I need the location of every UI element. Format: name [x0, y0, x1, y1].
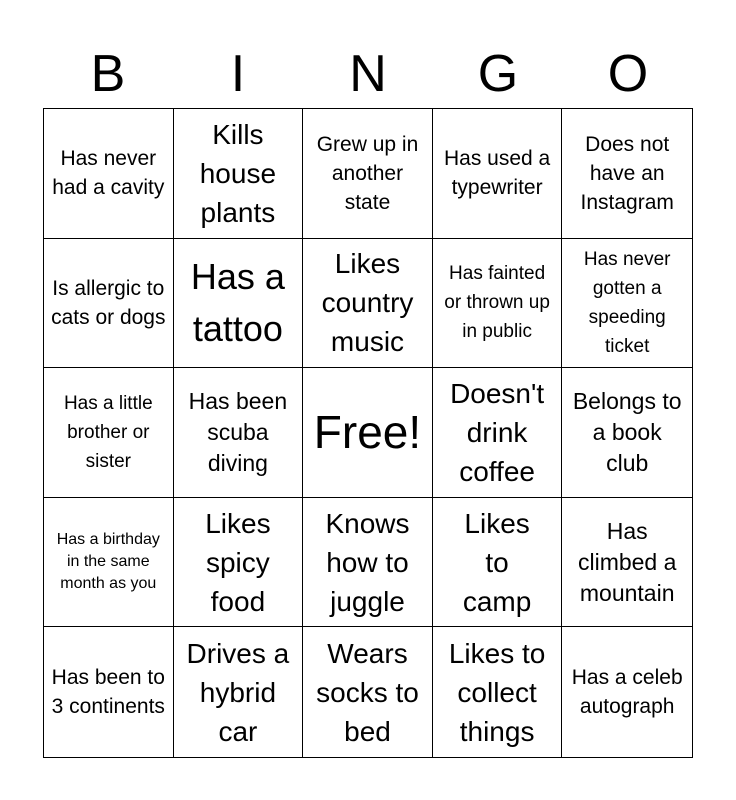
- cell-text: Kills house plants: [199, 118, 277, 228]
- cell-text: Grew up in another state: [316, 132, 419, 214]
- cell-text: Doesn't drink coffee: [450, 377, 545, 487]
- bingo-cell[interactable]: [562, 239, 692, 369]
- bingo-cell[interactable]: [174, 498, 304, 628]
- cell-text: Has a tattoo: [190, 255, 285, 349]
- cell-text: Has been to 3 continents: [51, 666, 165, 719]
- bingo-cell[interactable]: [44, 627, 174, 757]
- bingo-cell[interactable]: [174, 109, 304, 239]
- header-letter-n: N: [349, 45, 387, 103]
- cell-text: Likes country music: [321, 248, 414, 358]
- bingo-cell[interactable]: [562, 109, 692, 239]
- cell-text: Has been scuba diving: [188, 387, 288, 476]
- header-letter-g: G: [477, 45, 519, 103]
- cell-text: Likes spicy food: [205, 507, 271, 617]
- cell-text: Is allergic to cats or dogs: [51, 276, 166, 329]
- bingo-cell[interactable]: [433, 627, 563, 757]
- header-letter-o: O: [607, 45, 649, 103]
- cell-text: Belongs to a book club: [572, 387, 682, 476]
- bingo-cell[interactable]: [303, 627, 433, 757]
- cell-text: Knows how to juggle: [325, 507, 410, 617]
- cell-text: Likes to camp: [462, 507, 532, 617]
- cell-text: Has fainted or thrown up in public: [444, 263, 550, 343]
- free-space-cell[interactable]: [303, 368, 433, 498]
- cell-text: Has used a typewriter: [443, 147, 551, 200]
- header-letter-i: I: [230, 45, 246, 103]
- bingo-cell[interactable]: [433, 239, 563, 369]
- cell-text: Has climbed a mountain: [577, 517, 677, 606]
- bingo-cell[interactable]: [433, 109, 563, 239]
- bingo-cell[interactable]: [562, 368, 692, 498]
- cell-text: Likes to collect things: [448, 637, 546, 747]
- cell-text: Has a little brother or sister: [63, 392, 153, 472]
- bingo-cell[interactable]: [44, 498, 174, 628]
- bingo-cell[interactable]: [44, 239, 174, 369]
- cell-text: Wears socks to bed: [316, 637, 419, 747]
- bingo-header: [43, 40, 693, 108]
- bingo-cell[interactable]: [562, 627, 692, 757]
- bingo-cell[interactable]: [433, 498, 563, 628]
- bingo-cell[interactable]: [174, 239, 304, 369]
- cell-text: Has never gotten a speeding ticket: [583, 248, 671, 357]
- cell-text: Drives a hybrid car: [186, 637, 290, 747]
- bingo-cell[interactable]: [303, 498, 433, 628]
- cell-text: Has a celeb autograph: [571, 666, 683, 719]
- header-letter-b: B: [90, 45, 126, 103]
- bingo-cell[interactable]: [433, 368, 563, 498]
- cell-text: Has a birthday in the same month as you: [56, 531, 160, 593]
- free-space-label: Free!: [313, 406, 422, 459]
- bingo-cell[interactable]: [174, 627, 304, 757]
- bingo-cell[interactable]: [44, 109, 174, 239]
- bingo-card-grid: [43, 108, 693, 758]
- bingo-cell[interactable]: [174, 368, 304, 498]
- cell-text: Has never had a cavity: [52, 147, 165, 200]
- bingo-cell[interactable]: [303, 239, 433, 369]
- bingo-cell[interactable]: [44, 368, 174, 498]
- cell-text: Does not have an Instagram: [580, 132, 674, 214]
- bingo-cell[interactable]: [562, 498, 692, 628]
- bingo-cell[interactable]: [303, 109, 433, 239]
